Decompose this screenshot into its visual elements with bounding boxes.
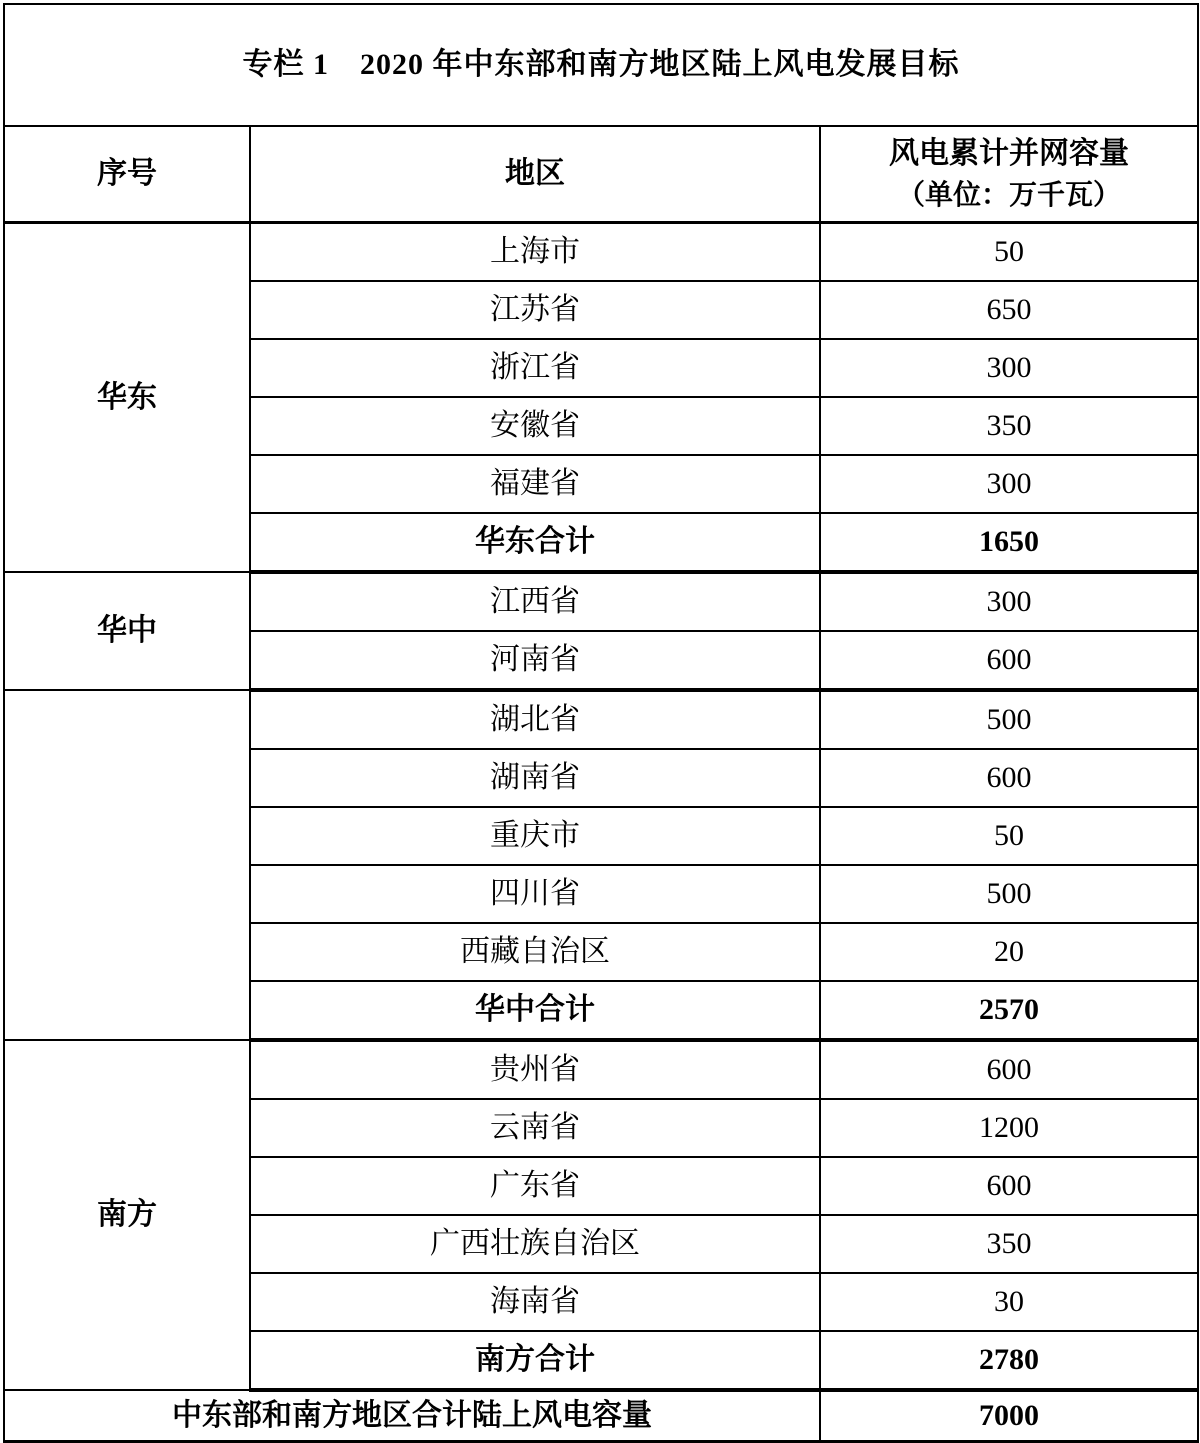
capacity-header-line2: （单位：万千瓦） <box>897 180 1122 212</box>
capacity-cell: 300 <box>820 339 1198 397</box>
subtotal-label: 华中合计 <box>250 981 820 1040</box>
region-cell: 江苏省 <box>250 281 820 339</box>
grand-total-label: 中东部和南方地区合计陆上风电容量 <box>4 1390 820 1442</box>
subtotal-value: 1650 <box>820 513 1198 572</box>
table-row <box>4 223 1198 282</box>
region-cell: 河南省 <box>250 631 820 690</box>
region-cell: 云南省 <box>250 1099 820 1157</box>
header-row <box>4 126 1198 223</box>
region-cell: 上海市 <box>250 223 820 282</box>
group-label-huadong: 华东 <box>4 223 250 573</box>
capacity-cell: 350 <box>820 397 1198 455</box>
title-row <box>4 4 1198 126</box>
column-header-capacity <box>820 126 1198 223</box>
region-cell: 四川省 <box>250 865 820 923</box>
subtotal-value: 2570 <box>820 981 1198 1040</box>
region-cell: 江西省 <box>250 572 820 631</box>
capacity-header-line1: 风电累计并网容量 <box>889 136 1130 170</box>
subtotal-label: 华东合计 <box>250 513 820 572</box>
grand-total-row <box>4 1390 1198 1442</box>
capacity-cell: 350 <box>820 1215 1198 1273</box>
subtotal-value: 2780 <box>820 1331 1198 1390</box>
capacity-cell: 600 <box>820 749 1198 807</box>
region-cell: 浙江省 <box>250 339 820 397</box>
capacity-cell: 650 <box>820 281 1198 339</box>
capacity-cell: 300 <box>820 455 1198 513</box>
region-cell: 重庆市 <box>250 807 820 865</box>
column-header-index: 序号 <box>4 126 250 223</box>
table-row <box>4 1040 1198 1099</box>
capacity-cell: 600 <box>820 631 1198 690</box>
grand-total-value: 7000 <box>820 1390 1198 1442</box>
subtotal-label: 南方合计 <box>250 1331 820 1390</box>
column-header-region: 地区 <box>250 126 820 223</box>
capacity-cell: 1200 <box>820 1099 1198 1157</box>
region-cell: 广东省 <box>250 1157 820 1215</box>
region-cell: 贵州省 <box>250 1040 820 1099</box>
table-title: 专栏 1 2020 年中东部和南方地区陆上风电发展目标 <box>4 4 1198 126</box>
region-cell: 湖南省 <box>250 749 820 807</box>
capacity-cell: 20 <box>820 923 1198 981</box>
capacity-cell: 600 <box>820 1157 1198 1215</box>
region-cell: 湖北省 <box>250 690 820 749</box>
group-label-empty <box>4 690 250 1040</box>
table-row <box>4 690 1198 749</box>
group-label-huazhong: 华中 <box>4 572 250 690</box>
capacity-cell: 50 <box>820 223 1198 282</box>
table-row <box>4 572 1198 631</box>
capacity-cell: 300 <box>820 572 1198 631</box>
group-label-nanfang: 南方 <box>4 1040 250 1390</box>
region-cell: 广西壮族自治区 <box>250 1215 820 1273</box>
capacity-cell: 50 <box>820 807 1198 865</box>
capacity-cell: 500 <box>820 865 1198 923</box>
region-cell: 海南省 <box>250 1273 820 1331</box>
capacity-cell: 500 <box>820 690 1198 749</box>
capacity-cell: 600 <box>820 1040 1198 1099</box>
capacity-cell: 30 <box>820 1273 1198 1331</box>
region-cell: 西藏自治区 <box>250 923 820 981</box>
region-cell: 安徽省 <box>250 397 820 455</box>
region-cell: 福建省 <box>250 455 820 513</box>
wind-power-target-table <box>3 3 1199 1443</box>
